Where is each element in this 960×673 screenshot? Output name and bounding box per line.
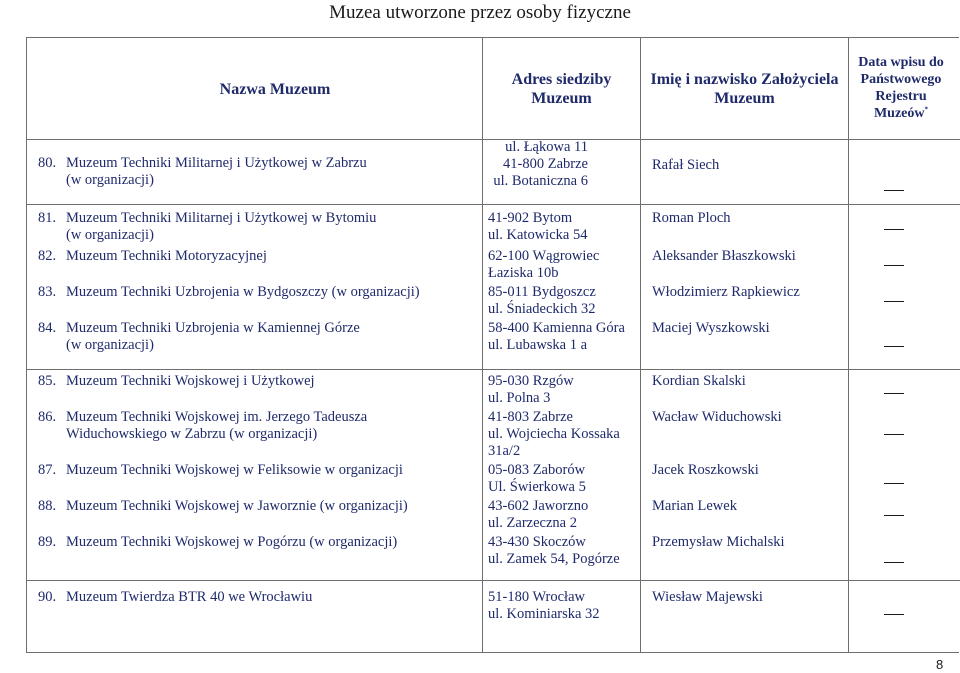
founder-name: Aleksander Błaszkowski <box>652 248 796 264</box>
museum-name: (w organizacji) <box>66 227 154 243</box>
museum-address: ul. Botaniczna 6 <box>493 173 588 189</box>
museum-name: (w organizacji) <box>66 172 154 188</box>
museum-name: Muzeum Techniki Uzbrojenia w Kamiennej Górze <box>66 320 360 336</box>
museum-address: 43-602 Jaworzno <box>488 498 589 514</box>
founder-name: Jacek Roszkowski <box>652 462 759 478</box>
registry-date-dash <box>884 346 904 347</box>
museum-name: Muzeum Techniki Wojskowej im. Jerzego Tadeusza <box>66 409 368 425</box>
museum-address: 41-902 Bytom <box>488 210 573 226</box>
registry-date-dash <box>884 434 904 435</box>
header-address: Adres siedziby Muzeum <box>511 71 612 107</box>
museum-address: 58-400 Kamienna Góra <box>488 320 625 336</box>
row-number: 90. <box>38 589 57 605</box>
header-name: Nazwa Muzeum <box>219 81 331 98</box>
museum-address: 41-800 Zabrze <box>503 156 588 172</box>
page-number: 8 <box>936 657 944 672</box>
group-divider <box>26 580 960 581</box>
museum-address: 41-803 Zabrze <box>488 409 573 425</box>
museum-address: ul. Kominiarska 32 <box>488 606 600 622</box>
registry-date-dash <box>884 614 904 615</box>
row-number: 84. <box>38 320 57 336</box>
museum-address: 43-430 Skoczów <box>488 534 586 550</box>
registry-date-value <box>884 338 904 353</box>
registry-date-value <box>884 182 904 197</box>
registry-date-dash <box>884 393 904 394</box>
registry-date-dash <box>884 229 904 230</box>
museum-address: 05-083 Zaborów <box>488 462 586 478</box>
founder-name: Wacław Widuchowski <box>652 409 782 425</box>
founder-name: Rafał Siech <box>652 157 720 173</box>
museum-address: ul. Łąkowa 11 <box>505 139 588 155</box>
museum-name: Muzeum Techniki Wojskowej w Feliksowie w organizacji <box>66 462 403 478</box>
row-number: 86. <box>38 409 57 425</box>
founder-name: Kordian Skalski <box>652 373 746 389</box>
group-divider <box>26 369 960 370</box>
museum-address: ul. Zarzeczna 2 <box>488 515 577 531</box>
group-divider <box>26 204 960 205</box>
museum-address: 95-030 Rzgów <box>488 373 574 389</box>
museum-address: Ul. Świerkowa 5 <box>488 479 586 495</box>
museum-name: Muzeum Techniki Motoryzacyjnej <box>66 248 267 264</box>
founder-name: Włodzimierz Rapkiewicz <box>652 284 800 300</box>
museum-address: 62-100 Wągrowiec <box>488 248 600 264</box>
registry-date-value <box>884 293 904 308</box>
museum-address: ul. Śniadeckich 32 <box>488 301 596 317</box>
registry-date-value <box>884 554 904 569</box>
row-number: 89. <box>38 534 57 550</box>
museum-name: Muzeum Techniki Wojskowej w Pogórzu (w organizacji) <box>66 534 398 550</box>
founder-name: Maciej Wyszkowski <box>652 320 770 336</box>
museum-address: ul. Katowicka 54 <box>488 227 588 243</box>
museum-name: Muzeum Twierdza BTR 40 we Wrocławiu <box>66 589 313 605</box>
museum-address: ul. Lubawska 1 a <box>488 337 588 353</box>
registry-date-value <box>884 385 904 400</box>
registry-date-value <box>884 507 904 522</box>
registry-date-dash <box>884 265 904 266</box>
museum-name: Muzeum Techniki Wojskowej w Jaworznie (w organizacji) <box>66 498 408 514</box>
museum-address: 31a/2 <box>488 443 521 459</box>
museum-address: 85-011 Bydgoszcz <box>488 284 596 300</box>
founder-name: Przemysław Michalski <box>652 534 785 550</box>
founder-name: Marian Lewek <box>652 498 737 514</box>
museum-name: Widuchowskiego w Zabrzu (w organizacji) <box>66 426 318 442</box>
registry-date-dash <box>884 562 904 563</box>
museum-name: Muzeum Techniki Wojskowej i Użytkowej <box>66 373 315 389</box>
museum-address: ul. Polna 3 <box>488 390 551 406</box>
row-number: 83. <box>38 284 57 300</box>
registry-date-dash <box>884 190 904 191</box>
column-divider <box>848 37 849 653</box>
museum-name: Muzeum Techniki Militarnej i Użytkowej w Bytomiu <box>66 210 377 226</box>
header-registry-date: Data wpisu do Państwowego Rejestru Muzeów* <box>858 55 944 121</box>
row-number: 82. <box>38 248 57 264</box>
page-title: Muzea utworzone przez osoby fizyczne <box>329 2 631 23</box>
header-founder: Imię i nazwisko Założyciela Muzeum <box>650 71 839 107</box>
row-number: 87. <box>38 462 57 478</box>
registry-date-value <box>884 606 904 621</box>
column-divider <box>640 37 641 653</box>
row-number: 81. <box>38 210 57 226</box>
registry-date-value <box>884 221 904 236</box>
registry-date-value <box>884 426 904 441</box>
row-number: 85. <box>38 373 57 389</box>
museum-address: 51-180 Wrocław <box>488 589 585 605</box>
column-divider <box>482 37 483 653</box>
registry-date-value <box>884 475 904 490</box>
museum-name: Muzeum Techniki Militarnej i Użytkowej w Zabrzu <box>66 155 367 171</box>
row-number: 80. <box>38 155 57 171</box>
museum-name: Muzeum Techniki Uzbrojenia w Bydgoszczy (w organizacji) <box>66 284 420 300</box>
row-number: 88. <box>38 498 57 514</box>
registry-date-dash <box>884 301 904 302</box>
founder-name: Wiesław Majewski <box>652 589 763 605</box>
registry-date-value <box>884 257 904 272</box>
museum-address: ul. Wojciecha Kossaka <box>488 426 620 442</box>
museum-address: ul. Zamek 54, Pogórze <box>488 551 620 567</box>
founder-name: Roman Ploch <box>652 210 731 226</box>
registry-date-dash <box>884 483 904 484</box>
museum-name: (w organizacji) <box>66 337 154 353</box>
registry-date-dash <box>884 515 904 516</box>
museum-address: Łaziska 10b <box>488 265 559 281</box>
